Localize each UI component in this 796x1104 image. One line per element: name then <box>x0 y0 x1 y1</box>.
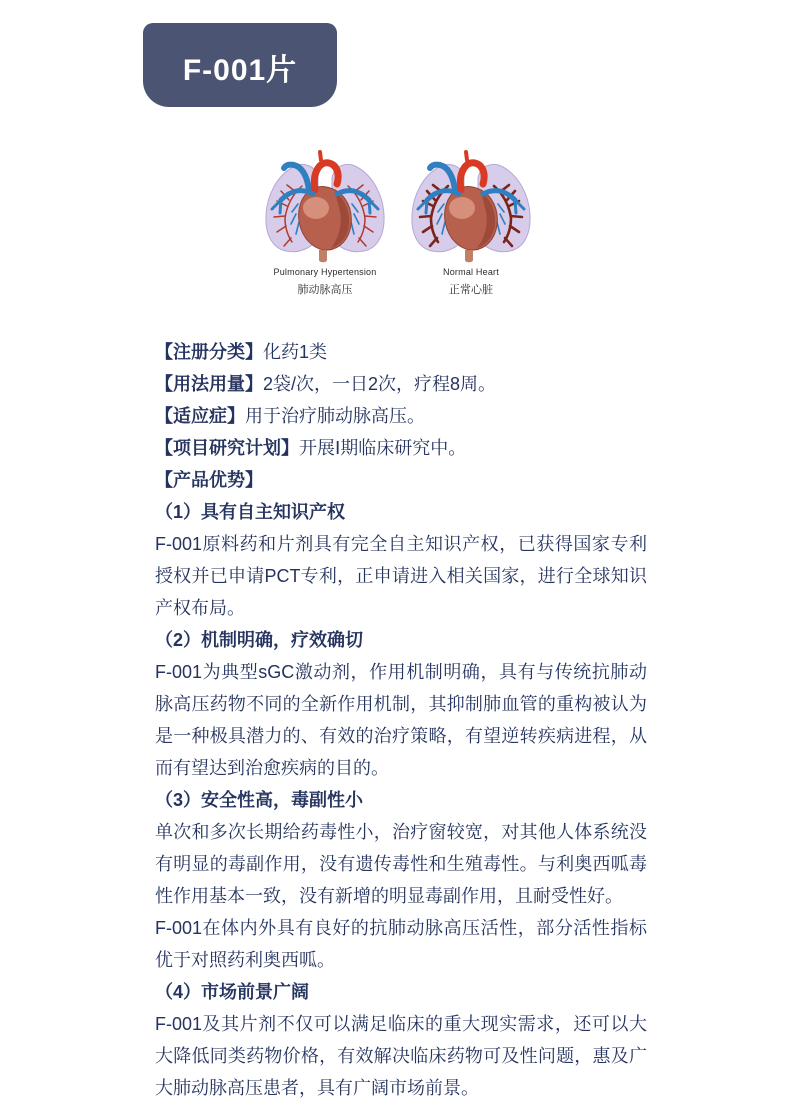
normal-heart-illustration <box>404 148 538 264</box>
product-details <box>155 336 647 1104</box>
info-label: 【注册分类】 <box>155 342 263 362</box>
advantage-heading: （4）市场前景广阔 <box>155 982 310 1002</box>
figure-caption-en: Pulmonary Hypertension <box>273 267 377 277</box>
figure-normal-heart <box>404 148 538 297</box>
advantage-heading: （2）机制明确，疗效确切 <box>155 630 364 650</box>
info-label: 【产品优势】 <box>155 470 263 490</box>
info-label: 【用法用量】 <box>155 374 263 394</box>
info-product-advantages <box>155 464 647 496</box>
advantage-heading: （1）具有自主知识产权 <box>155 502 346 522</box>
info-label: 【项目研究计划】 <box>155 438 299 458</box>
figure-pulmonary-hypertension <box>258 148 392 297</box>
advantage-body: F-001为典型sGC激动剂，作用机制明确，具有与传统抗肺动脉高压药物不同的全新作用机制，其抑制肺血管的重构被认为是一种极具潜力的、有效的治疗策略，有望逆转疾病进程，从而有望达到治愈疾病的目的。 <box>155 662 647 778</box>
heart-shape <box>299 186 352 262</box>
advantage-body: 单次和多次长期给药毒性小，治疗窗较宽，对其他人体系统没有明显的毒副作用，没有遗传毒性和生殖毒性。与利奥西呱毒性作用基本一致，没有新增的明显毒副作用，且耐受性好。 <box>155 822 647 906</box>
advantage-body: F-001及其片剂不仅可以满足临床的重大现实需求，还可以大大降低同类药物价格，有效解决临床药物可及性问题，惠及广大肺动脉高压患者，具有广阔市场前景。 <box>155 1014 647 1098</box>
figure-caption-zh: 正常心脏 <box>449 284 493 296</box>
product-name: F-001片 <box>182 54 298 87</box>
info-value: 2袋/次，一日2次，疗程8周。 <box>263 374 497 394</box>
heart-shape <box>445 186 498 262</box>
info-label: 【适应症】 <box>155 406 245 426</box>
info-dosage <box>155 368 647 400</box>
figure-row <box>0 148 796 297</box>
advantage-body-2: F-001在体内外具有良好的抗肺动脉高压活性，部分活性指标优于对照药利奥西呱。 <box>155 918 647 970</box>
pulmonary-hypertension-illustration <box>258 148 392 264</box>
info-indication <box>155 400 647 432</box>
product-badge <box>143 23 337 107</box>
advantage-mechanism <box>155 624 647 784</box>
info-value: 化药1类 <box>263 342 328 362</box>
advantage-ip <box>155 496 647 624</box>
advantage-market <box>155 976 647 1104</box>
advantage-safety <box>155 784 647 976</box>
info-value: 开展Ⅰ期临床研究中。 <box>299 438 467 458</box>
figure-caption-zh: 肺动脉高压 <box>297 284 353 296</box>
info-research-plan <box>155 432 647 464</box>
advantage-body: F-001原料药和片剂具有完全自主知识产权，已获得国家专利授权并已申请PCT专利，正申请进入相关国家，进行全球知识产权布局。 <box>155 534 647 618</box>
figure-caption-en: Normal Heart <box>443 267 499 277</box>
info-value: 用于治疗肺动脉高压。 <box>245 406 425 426</box>
info-registration-class <box>155 336 647 368</box>
advantage-heading: （3）安全性高，毒副性小 <box>155 790 364 810</box>
